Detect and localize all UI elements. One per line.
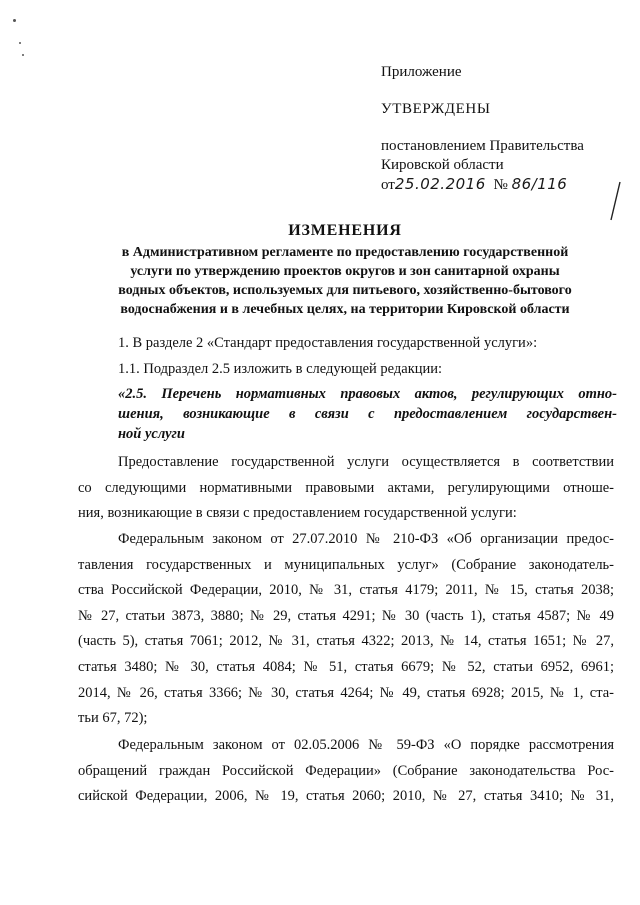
text-line: тавления государственных и муниципальных услуг» (Собрание законодатель-	[78, 556, 614, 573]
decree-line-2: Кировской области	[381, 157, 504, 173]
paragraph-law-210fz	[78, 527, 614, 732]
item-1-1: 1.1. Подраздел 2.5 изложить в следующей редакции:	[118, 361, 443, 377]
text-line: ства Российской Федерации, 2010, № 31, статья 4179; 2011, № 15, статья 2038;	[78, 582, 614, 599]
title-subtitle-line: водоснабжения и в лечебных целях, на территории Кировской области	[120, 302, 570, 317]
paragraph-law-59fz	[78, 733, 614, 810]
scan-speck	[22, 54, 24, 56]
title-subtitle-line: водных объектов, используемых для питьевого, хозяйственно-бытового	[118, 283, 572, 298]
text-line: сийской Федерации, 2006, № 19, статья 2060; 2010, № 27, статья 3410; № 31,	[78, 788, 614, 805]
heading-line: шения, возникающие в связи с предоставлением государствен-	[118, 406, 617, 422]
approval-block	[381, 63, 626, 195]
date-prefix: от	[381, 177, 395, 193]
decree-line-1: постановлением Правительства	[381, 138, 584, 154]
heading-line: «2.5. Перечень нормативных правовых актов, регулирующих отно-	[118, 386, 617, 402]
heading-line: ной услуги	[118, 426, 185, 442]
annex-label: Приложение	[381, 64, 462, 80]
text-line: со следующими нормативными правовыми актами, регулирующими отноше-	[78, 479, 614, 496]
text-line: обращений граждан Российской Федерации» (Собрание законодательства Рос-	[78, 762, 614, 779]
text-line: статья 3480; № 30, статья 4084; № 51, статья 6679; № 52, статьи 6952, 6961;	[78, 658, 614, 675]
text-line: тьи 67, 72);	[78, 710, 148, 727]
handwritten-slash	[608, 181, 622, 221]
text-line: 2014, № 26, статья 3366; № 30, статья 4264; № 49, статья 6928; 2015, № 1, ста-	[78, 684, 614, 701]
approved-label: УТВЕРЖДЕНЫ	[381, 101, 491, 117]
text-line: (часть 5), статья 7061; 2012, № 31, статья 4322; 2013, № 14, статья 1651; № 27,	[78, 633, 614, 650]
text-line: № 27, статьи 3873, 3880; № 29, статья 4291; № 30 (часть 1), статья 4587; № 49	[78, 607, 614, 624]
text-line: Федеральным законом от 02.05.2006 № 59-ФЗ «О порядке рассмотрения	[118, 737, 614, 753]
section-2-5-heading	[118, 384, 617, 444]
title-subtitle-line: в Административном регламенте по предоставлению государственной	[121, 245, 569, 260]
item-1: 1. В разделе 2 «Стандарт предоставления государственной услуги»:	[118, 335, 538, 351]
paragraph-intro	[78, 450, 614, 527]
number-sign: №	[493, 177, 508, 193]
scan-speck	[19, 42, 21, 44]
text-line: Федеральным законом от 27.07.2010 № 210-ФЗ «Об организации предос-	[118, 531, 614, 547]
title-heading: ИЗМЕНЕНИЯ	[288, 222, 402, 239]
decree-date-line	[381, 175, 626, 195]
document-title	[70, 221, 620, 319]
title-subtitle-line: услуги по утверждению проектов округов и зон санитарной охраны	[130, 264, 560, 279]
text-line: ния, возникающие в связи с предоставлением государственной услуги:	[78, 505, 517, 522]
handwritten-date: 25.02.2016	[394, 175, 486, 193]
scan-speck	[13, 19, 16, 22]
handwritten-number: 86/116	[511, 175, 568, 193]
text-line: Предоставление государственной услуги осуществляется в соответствии	[118, 454, 614, 470]
